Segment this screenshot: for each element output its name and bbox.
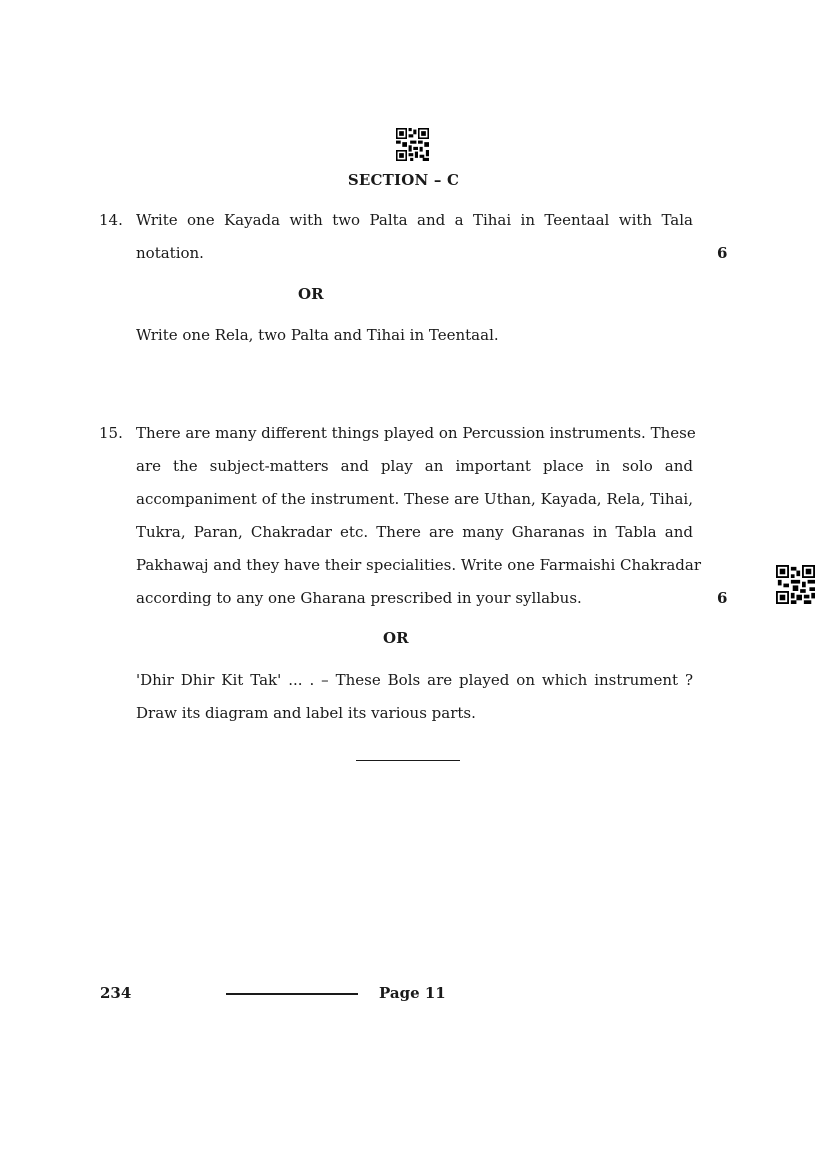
qr-code-icon (776, 565, 815, 604)
page-number: Page 11 (379, 984, 446, 1002)
qr-code-icon (396, 128, 429, 161)
marks: 6 (717, 589, 728, 607)
question-text-line: Tukra, Paran, Chakradar etc. There are many Gharanas in Tabla and (136, 523, 693, 541)
section-title: SECTION – C (347, 171, 460, 189)
or-label: OR (298, 285, 324, 303)
end-of-questions-rule (356, 760, 460, 761)
question-text-line: accompaniment of the instrument. These are Uthan, Kayada, Rela, Tihai, (136, 490, 693, 508)
or-label: OR (383, 629, 409, 647)
question-number: 15. (99, 424, 123, 442)
question-text-line: Pakhawaj and they have their specialities. Write one Farmaishi Chakradar (136, 556, 702, 574)
question-text-line: notation. (136, 244, 204, 262)
footer-rule (226, 993, 358, 995)
alternative-question-text: Draw its diagram and label its various parts. (136, 704, 476, 722)
alternative-question-text: Write one Rela, two Palta and Tihai in Teentaal. (136, 326, 499, 344)
question-text-line: There are many different things played on Percussion instruments. These (136, 424, 696, 442)
question-text-line: Write one Kayada with two Palta and a Tihai in Teentaal with Tala (136, 211, 693, 229)
marks: 6 (717, 244, 728, 262)
alternative-question-text: 'Dhir Dhir Kit Tak' ... . – These Bols are played on which instrument ? (136, 671, 693, 689)
question-text-line: are the subject-matters and play an important place in solo and (136, 457, 693, 475)
question-text-line: according to any one Gharana prescribed in your syllabus. (136, 589, 582, 607)
question-number: 14. (99, 211, 123, 229)
paper-code: 234 (100, 984, 132, 1002)
